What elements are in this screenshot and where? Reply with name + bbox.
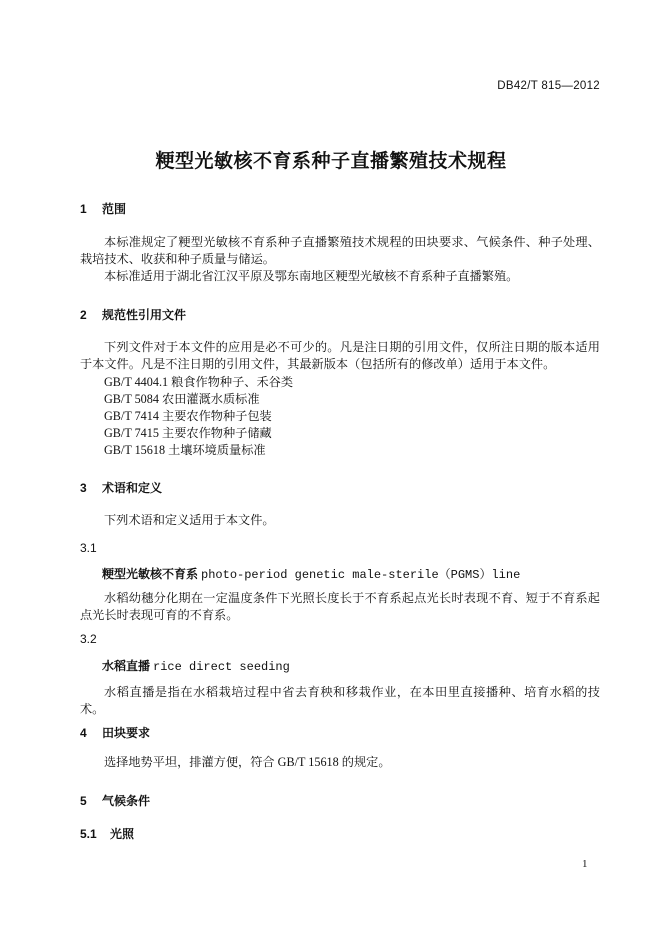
section-1-heading [80, 200, 126, 217]
subsection-title: 光照 [110, 827, 135, 841]
reference-item: GB/T 15618 土壤环境质量标准 [104, 443, 266, 457]
subsection-5-1-heading [80, 825, 134, 842]
scope-paragraph-1: 本标准规定了粳型光敏核不育系种子直播繁殖技术规程的田块要求、气候条件、种子处理、栽培技术、收获和种子质量与储运。 [80, 235, 600, 266]
term-3-2-number: 3.2 [80, 632, 97, 646]
term-3-2-definition: 水稻直播是指在水稻栽培过程中省去育秧和移栽作业，在本田里直接播种、培育水稻的技术。 [80, 685, 600, 716]
section-title: 范围 [102, 202, 127, 216]
section-number: 1 [80, 202, 87, 216]
standard-code: DB42/T 815—2012 [497, 80, 600, 92]
page-number: 1 [582, 858, 588, 870]
section-2-heading [80, 306, 186, 323]
subsection-number: 5.1 [80, 827, 97, 841]
section-5-heading [80, 792, 150, 809]
field-requirements-paragraph: 选择地势平坦，排灌方便，符合 GB/T 15618 的规定。 [104, 755, 391, 769]
section-4-heading [80, 724, 150, 741]
reference-item: GB/T 7414 主要农作物种子包装 [104, 409, 272, 423]
term-3-2-title [102, 657, 290, 674]
reference-item: GB/T 5084 农田灌溉水质标准 [104, 392, 260, 406]
terms-intro: 下列术语和定义适用于本文件。 [104, 513, 275, 527]
term-3-1-number: 3.1 [80, 541, 97, 555]
section-title: 田块要求 [102, 726, 151, 740]
term-english: photo-period genetic male-sterile（PGMS）line [201, 568, 521, 582]
term-english: rice direct seeding [153, 660, 290, 674]
document-title: 粳型光敏核不育系种子直播繁殖技术规程 [155, 151, 507, 172]
section-number: 2 [80, 308, 87, 322]
term-chinese: 粳型光敏核不育系 [102, 567, 199, 581]
term-chinese: 水稻直播 [102, 659, 151, 673]
reference-item: GB/T 4404.1 粮食作物种子、禾谷类 [104, 375, 294, 389]
section-number: 4 [80, 726, 87, 740]
section-number: 5 [80, 794, 87, 808]
scope-paragraph-2: 本标准适用于湖北省江汉平原及鄂东南地区粳型光敏核不育系种子直播繁殖。 [104, 269, 519, 283]
term-3-1-definition: 水稻幼穗分化期在一定温度条件下光照长度长于不育系起点光长时表现不育、短于不育系起点光长时表现可育的不育系。 [80, 591, 600, 622]
section-title: 术语和定义 [102, 481, 163, 495]
section-number: 3 [80, 481, 87, 495]
section-title: 气候条件 [102, 794, 151, 808]
section-3-heading [80, 479, 162, 496]
reference-item: GB/T 7415 主要农作物种子储藏 [104, 426, 272, 440]
section-title: 规范性引用文件 [102, 308, 187, 322]
references-intro: 下列文件对于本文件的应用是必不可少的。凡是注日期的引用文件，仅所注日期的版本适用于本文件。凡是不注日期的引用文件，其最新版本（包括所有的修改单）适用于本文件。 [80, 340, 600, 371]
term-3-1-title [102, 565, 520, 582]
